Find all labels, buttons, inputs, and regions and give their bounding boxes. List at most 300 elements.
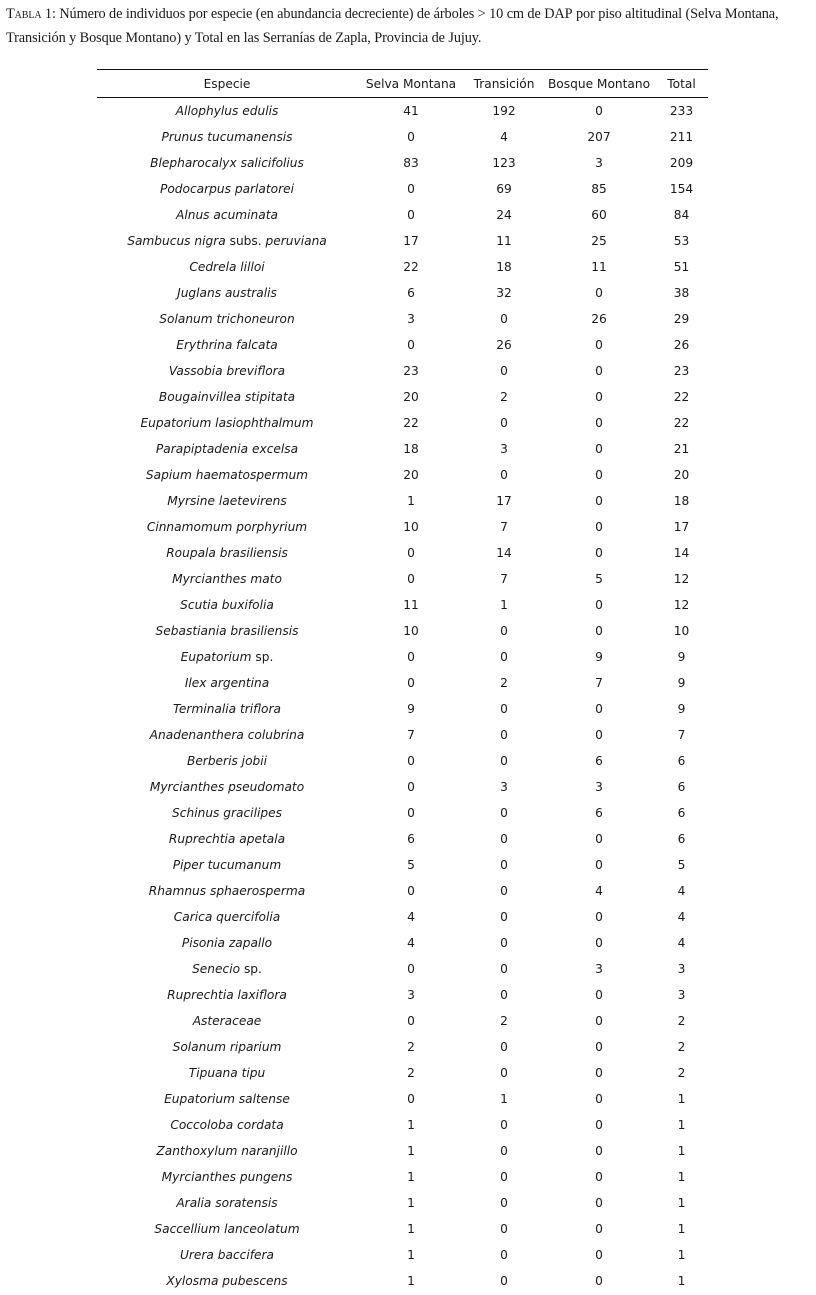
table-row — [97, 644, 708, 670]
value-cell-transicion: 0 — [500, 962, 508, 976]
species-name: Aralia soratensis — [176, 1196, 278, 1210]
table-row — [97, 1034, 708, 1060]
value-cell-total: 22 — [673, 416, 690, 430]
value-cell-bosque-montano: 0 — [595, 910, 603, 924]
species-cell — [97, 124, 357, 150]
species-infraspecific-name: peruviana — [265, 234, 327, 248]
value-cell-bosque-montano: 85 — [591, 182, 607, 196]
table-row — [97, 384, 708, 410]
value-cell-total: 1 — [677, 1144, 686, 1158]
value-cell-selva-montana: 1 — [407, 1248, 415, 1262]
species-cell — [97, 1086, 357, 1112]
value-cell-bosque-montano: 0 — [595, 1274, 603, 1288]
value-cell-total: 38 — [673, 286, 690, 300]
species-cell — [97, 1008, 357, 1034]
species-cell — [97, 982, 357, 1008]
species-cell — [97, 878, 357, 904]
species-cell — [97, 540, 357, 566]
value-cell-bosque-montano: 0 — [595, 728, 603, 742]
species-name: Berberis jobii — [186, 754, 268, 768]
header-selva-montana: Selva Montana — [357, 70, 465, 98]
value-cell-total: 22 — [673, 390, 690, 404]
value-cell-transicion: 0 — [500, 312, 508, 326]
value-cell-transicion: 0 — [500, 1118, 508, 1132]
species-name: Terminalia triflora — [173, 702, 281, 716]
table-row — [97, 982, 708, 1008]
value-cell-selva-montana: 3 — [407, 312, 415, 326]
value-cell-total: 6 — [677, 806, 686, 820]
species-name: Pisonia zapallo — [181, 936, 273, 950]
value-cell-transicion: 11 — [496, 234, 512, 248]
species-cell — [97, 332, 357, 358]
value-cell-transicion: 0 — [500, 728, 508, 742]
caption-abbr: DAP — [544, 6, 573, 22]
value-cell-selva-montana: 1 — [407, 494, 415, 508]
species-cell — [97, 254, 357, 280]
table-row — [97, 202, 708, 228]
species-name: Eupatorium saltense — [164, 1092, 290, 1106]
value-cell-transicion: 0 — [500, 364, 508, 378]
value-cell-total: 2 — [677, 1040, 686, 1054]
value-cell-selva-montana: 0 — [407, 1014, 415, 1028]
value-cell-transicion: 24 — [496, 208, 512, 222]
value-cell-selva-montana: 5 — [407, 858, 415, 872]
table-body — [97, 98, 708, 1295]
table-row — [97, 358, 708, 384]
species-name: Carica quercifolia — [173, 910, 281, 924]
value-cell-transicion: 2 — [500, 676, 508, 690]
species-name: Rhamnus sphaerosperma — [148, 884, 306, 898]
value-cell-selva-montana: 1 — [407, 1144, 415, 1158]
value-cell-selva-montana: 10 — [403, 520, 419, 534]
value-cell-transicion: 0 — [500, 1170, 508, 1184]
value-cell-selva-montana: 0 — [407, 806, 415, 820]
value-cell-selva-montana: 3 — [407, 988, 415, 1002]
value-cell-bosque-montano: 0 — [595, 988, 603, 1002]
species-cell — [97, 1190, 357, 1216]
value-cell-transicion: 18 — [496, 260, 512, 274]
value-cell-bosque-montano: 0 — [595, 624, 603, 638]
value-cell-bosque-montano: 4 — [595, 884, 603, 898]
table-row — [97, 150, 708, 176]
value-cell-bosque-montano: 0 — [595, 494, 603, 508]
value-cell-total: 1 — [677, 1092, 686, 1106]
value-cell-bosque-montano: 207 — [587, 130, 611, 144]
species-cell — [97, 826, 357, 852]
value-cell-total: 26 — [673, 338, 690, 352]
value-cell-selva-montana: 0 — [407, 754, 415, 768]
species-cell — [97, 514, 357, 540]
table-row — [97, 878, 708, 904]
species-cell — [97, 748, 357, 774]
value-cell-transicion: 0 — [500, 806, 508, 820]
species-cell — [97, 280, 357, 306]
species-name: Saccellium lanceolatum — [154, 1222, 300, 1236]
value-cell-selva-montana: 41 — [403, 104, 419, 118]
value-cell-transicion: 0 — [500, 1196, 508, 1210]
table-row — [97, 1164, 708, 1190]
value-cell-transicion: 0 — [500, 650, 508, 664]
table-row — [97, 436, 708, 462]
value-cell-bosque-montano: 3 — [595, 156, 603, 170]
caption-label: Tabla 1: — [6, 6, 56, 22]
value-cell-transicion: 2 — [500, 1014, 508, 1028]
species-cell — [97, 176, 357, 202]
table-row — [97, 956, 708, 982]
species-cell — [97, 1138, 357, 1164]
caption-text-part1: Número de individuos por especie (en abundancia decreciente) de árboles > 10 cm de — [55, 6, 545, 22]
species-cell — [97, 1164, 357, 1190]
value-cell-transicion: 0 — [500, 910, 508, 924]
species-cell — [97, 904, 357, 930]
value-cell-bosque-montano: 11 — [591, 260, 607, 274]
value-cell-selva-montana: 9 — [407, 702, 415, 716]
table-row — [97, 228, 708, 254]
value-cell-bosque-montano: 0 — [595, 286, 603, 300]
value-cell-transicion: 0 — [500, 1144, 508, 1158]
species-cell — [97, 462, 357, 488]
value-cell-bosque-montano: 25 — [591, 234, 607, 248]
value-cell-bosque-montano: 0 — [595, 520, 603, 534]
value-cell-selva-montana: 0 — [407, 780, 415, 794]
value-cell-bosque-montano: 0 — [595, 1092, 603, 1106]
value-cell-transicion: 0 — [500, 884, 508, 898]
value-cell-bosque-montano: 0 — [595, 468, 603, 482]
header-especie: Especie — [97, 70, 357, 98]
table-row — [97, 1008, 708, 1034]
value-cell-total: 209 — [669, 156, 694, 170]
value-cell-transicion: 0 — [500, 1040, 508, 1054]
species-name: Allophylus edulis — [175, 104, 279, 118]
species-name: Cinnamomum porphyrium — [146, 520, 308, 534]
table-row — [97, 488, 708, 514]
value-cell-bosque-montano: 9 — [595, 650, 603, 664]
value-cell-total: 5 — [677, 858, 686, 872]
species-name: Podocarpus parlatorei — [159, 182, 295, 196]
species-cell — [97, 1112, 357, 1138]
value-cell-total: 21 — [673, 442, 690, 456]
value-cell-bosque-montano: 5 — [595, 572, 603, 586]
table-row — [97, 748, 708, 774]
table-row — [97, 1190, 708, 1216]
species-name: Vassobia breviflora — [168, 364, 286, 378]
species-name: Solanum trichoneuron — [159, 312, 295, 326]
species-cell — [97, 384, 357, 410]
value-cell-total: 1 — [677, 1222, 686, 1236]
species-cell — [97, 800, 357, 826]
value-cell-transicion: 192 — [492, 104, 516, 118]
table-row — [97, 514, 708, 540]
value-cell-total: 84 — [673, 208, 690, 222]
table-row — [97, 98, 708, 125]
species-name: Ruprechtia apetala — [168, 832, 286, 846]
value-cell-selva-montana: 0 — [407, 676, 415, 690]
table-row — [97, 566, 708, 592]
value-cell-bosque-montano: 60 — [591, 208, 607, 222]
table-row — [97, 1060, 708, 1086]
caption-text-part2: por piso altitudinal (Selva Montana, Transición y Bosque Montano) y Total en las Serranías de Zapla, Provincia de Jujuy. — [6, 6, 779, 46]
species-qualifier: subs. — [225, 234, 266, 248]
value-cell-transicion: 17 — [496, 494, 512, 508]
table-row — [97, 306, 708, 332]
value-cell-selva-montana: 2 — [407, 1066, 415, 1080]
value-cell-bosque-montano: 0 — [595, 858, 603, 872]
species-name: Parapiptadenia excelsa — [155, 442, 299, 456]
species-cell — [97, 670, 357, 696]
value-cell-selva-montana: 0 — [407, 338, 415, 352]
table-row — [97, 774, 708, 800]
value-cell-bosque-montano: 0 — [595, 1248, 603, 1262]
table-row — [97, 1216, 708, 1242]
header-transicion: Transición — [465, 70, 543, 98]
species-name: Coccoloba cordata — [170, 1118, 284, 1132]
value-cell-transicion: 123 — [492, 156, 516, 170]
species-cell — [97, 1034, 357, 1060]
header-bosque-montano: Bosque Montano — [543, 70, 655, 98]
value-cell-transicion: 0 — [500, 1066, 508, 1080]
value-cell-transicion: 69 — [496, 182, 512, 196]
table-row — [97, 280, 708, 306]
value-cell-bosque-montano: 0 — [595, 1170, 603, 1184]
species-cell — [97, 566, 357, 592]
value-cell-transicion: 0 — [500, 1274, 508, 1288]
value-cell-bosque-montano: 0 — [595, 1144, 603, 1158]
table-row — [97, 176, 708, 202]
species-cell — [97, 410, 357, 436]
value-cell-selva-montana: 17 — [403, 234, 419, 248]
value-cell-selva-montana: 0 — [407, 546, 415, 560]
table-row — [97, 540, 708, 566]
value-cell-bosque-montano: 0 — [595, 1040, 603, 1054]
table-row — [97, 696, 708, 722]
value-cell-transicion: 0 — [500, 858, 508, 872]
table-row — [97, 1268, 708, 1294]
value-cell-total: 2 — [677, 1014, 686, 1028]
value-cell-total: 1 — [677, 1248, 686, 1262]
value-cell-total: 51 — [673, 260, 690, 274]
value-cell-selva-montana: 1 — [407, 1196, 415, 1210]
value-cell-total: 53 — [673, 234, 690, 248]
value-cell-selva-montana: 0 — [407, 208, 415, 222]
value-cell-total: 3 — [677, 962, 686, 976]
table-row — [97, 332, 708, 358]
species-cell — [97, 1268, 357, 1294]
species-name: Eupatorium — [180, 650, 252, 664]
value-cell-total: 9 — [677, 650, 686, 664]
species-name: Scutia buxifolia — [180, 598, 274, 612]
species-name: Alnus acuminata — [176, 208, 278, 222]
value-cell-bosque-montano: 0 — [595, 1066, 603, 1080]
table-caption — [6, 2, 812, 50]
species-name: Juglans australis — [177, 286, 277, 300]
table-row — [97, 1138, 708, 1164]
value-cell-transicion: 0 — [500, 702, 508, 716]
species-cell — [97, 436, 357, 462]
species-cell — [97, 1060, 357, 1086]
table-row — [97, 1112, 708, 1138]
species-cell — [97, 228, 357, 254]
table-row — [97, 124, 708, 150]
value-cell-total: 14 — [673, 546, 690, 560]
species-name: Myrcianthes mato — [172, 572, 282, 586]
value-cell-total: 1 — [677, 1196, 686, 1210]
value-cell-selva-montana: 20 — [403, 390, 419, 404]
species-name: Zanthoxylum naranjillo — [156, 1144, 298, 1158]
species-name: Solanum riparium — [172, 1040, 282, 1054]
species-name: Xylosma pubescens — [166, 1274, 288, 1288]
value-cell-total: 4 — [677, 910, 686, 924]
species-name: Sambucus nigra — [127, 234, 226, 248]
value-cell-bosque-montano: 7 — [595, 676, 603, 690]
species-name: Myrcianthes pungens — [161, 1170, 293, 1184]
table-row — [97, 618, 708, 644]
value-cell-total: 1 — [677, 1170, 686, 1184]
species-cell — [97, 956, 357, 982]
value-cell-total: 211 — [669, 130, 694, 144]
species-name: Sebastiania brasiliensis — [155, 624, 299, 638]
value-cell-total: 10 — [673, 624, 690, 638]
value-cell-selva-montana: 4 — [407, 936, 415, 950]
species-name: Asteraceae — [192, 1014, 262, 1028]
species-name: Ruprechtia laxiflora — [167, 988, 287, 1002]
value-cell-total: 20 — [673, 468, 690, 482]
species-cell — [97, 618, 357, 644]
value-cell-bosque-montano: 0 — [595, 702, 603, 716]
species-name: Anadenanthera colubrina — [149, 728, 305, 742]
value-cell-selva-montana: 0 — [407, 884, 415, 898]
value-cell-selva-montana: 2 — [407, 1040, 415, 1054]
value-cell-selva-montana: 4 — [407, 910, 415, 924]
value-cell-total: 1 — [677, 1118, 686, 1132]
value-cell-total: 29 — [673, 312, 690, 326]
value-cell-total: 12 — [673, 572, 690, 586]
value-cell-bosque-montano: 6 — [595, 754, 603, 768]
value-cell-total: 154 — [669, 182, 694, 196]
value-cell-transicion: 0 — [500, 988, 508, 1002]
value-cell-transicion: 4 — [500, 130, 508, 144]
value-cell-selva-montana: 18 — [403, 442, 419, 456]
species-cell — [97, 98, 357, 125]
table-row — [97, 930, 708, 956]
value-cell-transicion: 0 — [500, 468, 508, 482]
value-cell-transicion: 0 — [500, 936, 508, 950]
value-cell-selva-montana: 0 — [407, 650, 415, 664]
value-cell-bosque-montano: 0 — [595, 1196, 603, 1210]
species-name: Blepharocalyx salicifolius — [150, 156, 304, 170]
table-row — [97, 254, 708, 280]
value-cell-selva-montana: 1 — [407, 1274, 415, 1288]
table-row — [97, 852, 708, 878]
species-name: Cedrela lilloi — [189, 260, 265, 274]
species-name: Eupatorium lasiophthalmum — [140, 416, 314, 430]
species-name: Tipuana tipu — [188, 1066, 266, 1080]
species-cell — [97, 1242, 357, 1268]
value-cell-selva-montana: 6 — [407, 832, 415, 846]
value-cell-bosque-montano: 0 — [595, 442, 603, 456]
value-cell-selva-montana: 0 — [407, 130, 415, 144]
species-cell — [97, 930, 357, 956]
species-abundance-table — [97, 69, 708, 1294]
value-cell-transicion: 26 — [496, 338, 512, 352]
header-total: Total — [655, 70, 708, 98]
species-name: Myrsine laetevirens — [167, 494, 287, 508]
value-cell-total: 6 — [677, 754, 686, 768]
value-cell-transicion: 3 — [500, 780, 508, 794]
value-cell-selva-montana: 10 — [403, 624, 419, 638]
value-cell-transicion: 1 — [500, 1092, 508, 1106]
species-cell — [97, 150, 357, 176]
value-cell-total: 3 — [677, 988, 686, 1002]
value-cell-transicion: 7 — [500, 520, 508, 534]
value-cell-transicion: 0 — [500, 624, 508, 638]
species-name: Schinus gracilipes — [172, 806, 282, 820]
value-cell-selva-montana: 6 — [407, 286, 415, 300]
species-name: Roupala brasiliensis — [166, 546, 288, 560]
species-name: Sapium haematospermum — [145, 468, 309, 482]
table-row — [97, 826, 708, 852]
value-cell-bosque-montano: 0 — [595, 364, 603, 378]
value-cell-selva-montana: 0 — [407, 572, 415, 586]
value-cell-transicion: 3 — [500, 442, 508, 456]
species-cell — [97, 488, 357, 514]
species-cell — [97, 202, 357, 228]
value-cell-total: 4 — [677, 884, 686, 898]
species-name: Myrcianthes pseudomato — [149, 780, 305, 794]
value-cell-total: 17 — [673, 520, 690, 534]
value-cell-transicion: 0 — [500, 416, 508, 430]
table-row — [97, 800, 708, 826]
species-name: Ilex argentina — [184, 676, 270, 690]
species-name: Prunus tucumanensis — [161, 130, 293, 144]
value-cell-transicion: 2 — [500, 390, 508, 404]
value-cell-transicion: 0 — [500, 832, 508, 846]
value-cell-bosque-montano: 0 — [595, 1014, 603, 1028]
value-cell-bosque-montano: 3 — [595, 962, 603, 976]
value-cell-total: 6 — [677, 780, 686, 794]
value-cell-bosque-montano: 6 — [595, 806, 603, 820]
value-cell-total: 18 — [673, 494, 690, 508]
species-cell — [97, 358, 357, 384]
species-qualifier: sp. — [251, 650, 274, 664]
value-cell-selva-montana: 1 — [407, 1170, 415, 1184]
value-cell-selva-montana: 0 — [407, 1092, 415, 1106]
species-name: Piper tucumanum — [172, 858, 282, 872]
value-cell-selva-montana: 22 — [403, 260, 419, 274]
value-cell-bosque-montano: 0 — [595, 1222, 603, 1236]
value-cell-total: 12 — [673, 598, 690, 612]
value-cell-transicion: 32 — [496, 286, 512, 300]
species-name: Bougainvillea stipitata — [158, 390, 296, 404]
value-cell-total: 4 — [677, 936, 686, 950]
value-cell-bosque-montano: 0 — [595, 936, 603, 950]
value-cell-selva-montana: 20 — [403, 468, 419, 482]
value-cell-bosque-montano: 0 — [595, 416, 603, 430]
value-cell-bosque-montano: 3 — [595, 780, 603, 794]
table-row — [97, 670, 708, 696]
species-cell — [97, 644, 357, 670]
table-row — [97, 1086, 708, 1112]
species-cell — [97, 1216, 357, 1242]
value-cell-selva-montana: 22 — [403, 416, 419, 430]
table-row — [97, 722, 708, 748]
value-cell-selva-montana: 0 — [407, 182, 415, 196]
value-cell-bosque-montano: 0 — [595, 832, 603, 846]
table-row — [97, 462, 708, 488]
table-row — [97, 904, 708, 930]
value-cell-selva-montana: 23 — [403, 364, 419, 378]
value-cell-bosque-montano: 0 — [595, 390, 603, 404]
species-cell — [97, 852, 357, 878]
